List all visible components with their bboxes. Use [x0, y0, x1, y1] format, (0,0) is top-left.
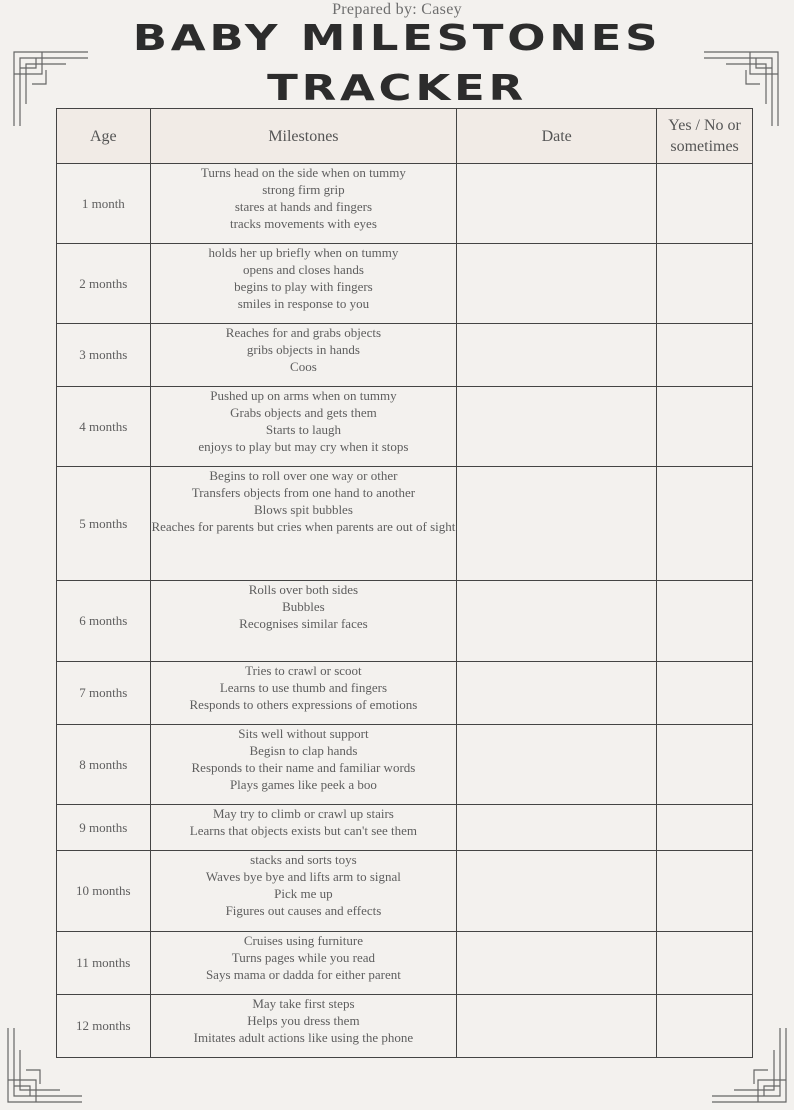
- milestones-cell: [150, 662, 457, 725]
- table-body: [57, 164, 753, 1058]
- table-row: [57, 467, 753, 581]
- yes-no-cell[interactable]: [657, 467, 753, 581]
- milestone-item: gribs objects in hands: [246, 342, 360, 357]
- milestone-item: strong firm grip: [262, 182, 345, 197]
- yes-no-cell[interactable]: [657, 995, 753, 1058]
- milestone-item: Figures out causes and effects: [225, 903, 382, 918]
- milestone-item: Coos: [290, 359, 317, 374]
- milestone-item: Learns that objects exists but can't see them: [189, 823, 418, 838]
- age-cell: 11 months: [57, 932, 151, 995]
- milestone-item: stares at hands and fingers: [234, 199, 373, 214]
- age-cell: 6 months: [57, 581, 151, 662]
- table-row: [57, 324, 753, 387]
- date-cell[interactable]: [457, 164, 657, 244]
- yes-no-cell[interactable]: [657, 387, 753, 467]
- milestones-cell: [150, 995, 457, 1058]
- page-title-line1: BABY MILESTONES: [132, 18, 662, 59]
- header-age: Age: [57, 109, 151, 164]
- age-cell: 1 month: [57, 164, 151, 244]
- milestone-item: Cruises using furniture: [243, 933, 363, 948]
- date-cell[interactable]: [457, 467, 657, 581]
- milestone-item: tracks movements with eyes: [229, 216, 377, 231]
- yes-no-cell[interactable]: [657, 581, 753, 662]
- age-cell: 9 months: [57, 805, 151, 851]
- date-cell[interactable]: [457, 324, 657, 387]
- milestones-cell: [150, 725, 457, 805]
- milestone-item: Pick me up: [274, 886, 333, 901]
- milestone-item: Bubbles: [282, 599, 325, 614]
- milestone-item: Helps you dress them: [247, 1013, 360, 1028]
- milestones-cell: [150, 467, 457, 581]
- yes-no-cell[interactable]: [657, 851, 753, 932]
- milestone-item: Imitates adult actions like using the phone: [193, 1030, 414, 1045]
- table-row: [57, 805, 753, 851]
- milestone-item: Sits well without support: [238, 726, 369, 741]
- table-row: [57, 581, 753, 662]
- table-header-row: [57, 109, 753, 164]
- milestone-item: Turns pages while you read: [231, 950, 376, 965]
- header-milestones: Milestones: [150, 109, 457, 164]
- milestones-cell: [150, 805, 457, 851]
- milestone-item: smiles in response to you: [237, 296, 370, 311]
- milestone-item: Tries to crawl or scoot: [245, 663, 362, 678]
- milestone-item: Says mama or dadda for either parent: [205, 967, 401, 982]
- milestone-item: Grabs objects and gets them: [230, 405, 377, 420]
- date-cell[interactable]: [457, 725, 657, 805]
- table-row: [57, 387, 753, 467]
- yes-no-cell[interactable]: [657, 324, 753, 387]
- date-cell[interactable]: [457, 932, 657, 995]
- date-cell[interactable]: [457, 851, 657, 932]
- milestones-cell: [150, 387, 457, 467]
- table-row: [57, 851, 753, 932]
- age-cell: 10 months: [57, 851, 151, 932]
- table-row: [57, 244, 753, 324]
- date-cell[interactable]: [457, 387, 657, 467]
- date-cell[interactable]: [457, 244, 657, 324]
- date-cell[interactable]: [457, 995, 657, 1058]
- prepared-by-label: Prepared by: Casey: [332, 1, 462, 18]
- milestone-item: enjoys to play but may cry when it stops: [198, 439, 409, 454]
- age-cell: 12 months: [57, 995, 151, 1058]
- milestone-item: Responds to their name and familiar words: [191, 760, 416, 775]
- yes-no-cell[interactable]: [657, 805, 753, 851]
- milestone-item: begins to play with fingers: [234, 279, 373, 294]
- milestone-item: holds her up briefly when on tummy: [208, 245, 399, 260]
- milestone-item: Plays games like peek a boo: [229, 777, 377, 792]
- milestone-item: opens and closes hands: [242, 262, 364, 277]
- milestone-item: Learns to use thumb and fingers: [219, 680, 387, 695]
- age-cell: 2 months: [57, 244, 151, 324]
- milestones-table: [56, 108, 753, 1058]
- milestone-item: May take first steps: [252, 996, 355, 1011]
- date-cell[interactable]: [457, 581, 657, 662]
- yes-no-cell[interactable]: [657, 932, 753, 995]
- milestones-cell: [150, 932, 457, 995]
- milestone-item: Transfers objects from one hand to another: [191, 485, 416, 500]
- milestone-item: Begins to roll over one way or other: [209, 468, 398, 483]
- milestone-item: Pushed up on arms when on tummy: [210, 388, 397, 403]
- milestones-cell: [150, 851, 457, 932]
- yes-no-cell[interactable]: [657, 164, 753, 244]
- table-row: [57, 932, 753, 995]
- milestone-item: Waves bye bye and lifts arm to signal: [205, 869, 401, 884]
- header-date: Date: [457, 109, 657, 164]
- age-cell: 8 months: [57, 725, 151, 805]
- milestone-item: Turns head on the side when on tummy: [200, 165, 406, 180]
- age-cell: 5 months: [57, 467, 151, 581]
- age-cell: 7 months: [57, 662, 151, 725]
- milestones-cell: [150, 244, 457, 324]
- table-row: [57, 995, 753, 1058]
- milestones-cell: [150, 164, 457, 244]
- milestone-item: Reaches for parents but cries when parents are out of sight: [151, 519, 456, 534]
- milestone-item: May try to climb or crawl up stairs: [212, 806, 394, 821]
- date-cell[interactable]: [457, 662, 657, 725]
- age-cell: 4 months: [57, 387, 151, 467]
- table-row: [57, 164, 753, 244]
- page-title-line2: TRACKER: [267, 68, 527, 109]
- table-row: [57, 725, 753, 805]
- date-cell[interactable]: [457, 805, 657, 851]
- milestone-item: Blows spit bubbles: [253, 502, 353, 517]
- yes-no-cell[interactable]: [657, 244, 753, 324]
- milestone-item: Rolls over both sides: [248, 582, 359, 597]
- age-cell: 3 months: [57, 324, 151, 387]
- milestone-item: Begisn to clap hands: [249, 743, 358, 758]
- yes-no-cell[interactable]: [657, 725, 753, 805]
- yes-no-cell[interactable]: [657, 662, 753, 725]
- milestone-item: Recognises similar faces: [239, 616, 368, 631]
- milestone-item: stacks and sorts toys: [250, 852, 357, 867]
- milestones-cell: [150, 581, 457, 662]
- header-yes-no: Yes / No or sometimes: [657, 109, 753, 164]
- milestone-item: Starts to laugh: [265, 422, 341, 437]
- milestones-cell: [150, 324, 457, 387]
- milestone-item: Reaches for and grabs objects: [225, 325, 382, 340]
- milestone-item: Responds to others expressions of emotions: [189, 697, 418, 712]
- table-row: [57, 662, 753, 725]
